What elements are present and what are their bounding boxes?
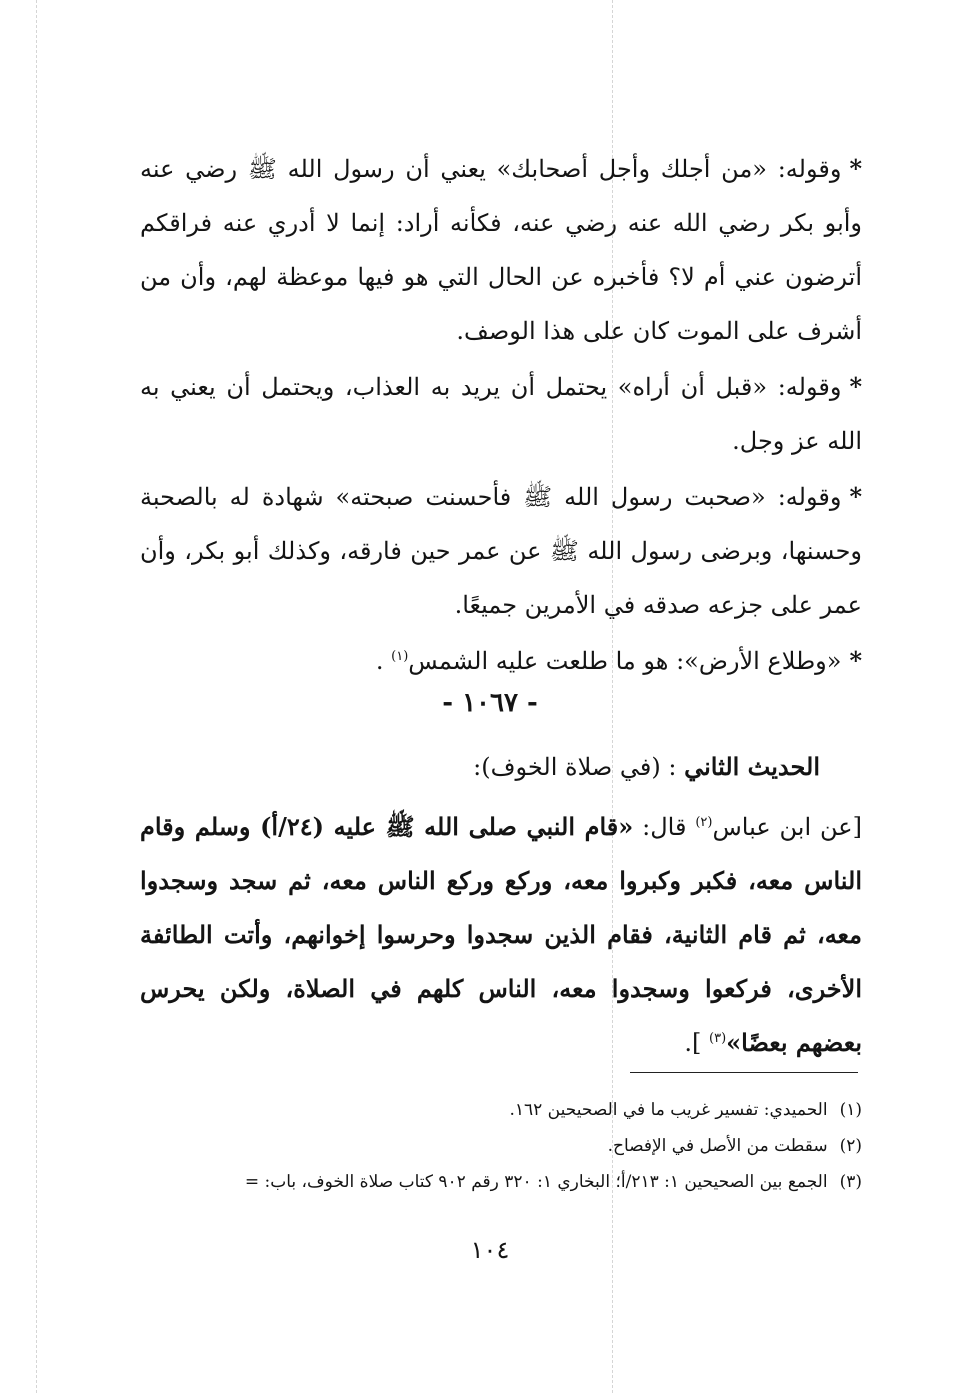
paragraph-text: وقوله: «من أجلك وأجل أصحابك» يعني أن رسول الله ﷺ رضي عنه وأبو بكر رضي الله عنه رضي عنه، فكأنه أراد: إنما لا أدري عنه فراقكم أترضون عني أم لا؟ فأخبره عن الحال التي هو فيها موعظة لهم، وأن من أشرف على الموت كان على هذا الوصف. bbox=[140, 155, 863, 345]
hadith-number: - ١٠٦٧ - bbox=[442, 688, 538, 718]
commentary-paragraph bbox=[140, 470, 862, 632]
footnote-item bbox=[110, 1128, 862, 1164]
footnote-text: سقطت من الأصل في الإفصاح. bbox=[607, 1136, 828, 1156]
commentary-paragraph bbox=[140, 360, 862, 468]
footnote-ref: (١) bbox=[391, 649, 409, 664]
footnote-item bbox=[110, 1092, 862, 1128]
footnote-separator bbox=[630, 1072, 858, 1073]
footnote-ref: (٣) bbox=[709, 1031, 727, 1046]
hadith-title-bold: الحديث الثاني bbox=[684, 752, 820, 781]
footnotes bbox=[110, 1092, 862, 1200]
paragraph-end: . bbox=[375, 647, 384, 675]
hadith-qala: قال: bbox=[642, 813, 687, 841]
paragraph-text: «وطلاع الأرض»: هو ما طلعت عليه الشمس bbox=[408, 647, 842, 675]
commentary-paragraph bbox=[140, 142, 862, 358]
footnote-number: (١) bbox=[839, 1100, 862, 1120]
footnote-text: الجمع بين الصحيحين ١: ٢١٣/أ؛ البخاري ١: ٣٢٠ رقم ٩٠٢ كتاب صلاة الخوف، باب: = bbox=[244, 1172, 828, 1192]
footnote-ref: (٢) bbox=[695, 815, 713, 830]
hadith-matn: «قام النبي صلى الله ﷺ عليه (٢٤/أ) وسلم وقام الناس معه، فكبر وكبروا معه، وركع وركع الناس معه، ثم سجد وسجدوا معه، ثم قام الثانية، فقام الذين سجدوا وحرسوا إخوانهم، وأتت الطائفة الأخرى، فركعوا وسجدوا معه، الناس كلهم في الصلاة، ولكن يحرس بعضهم بعضًا» bbox=[140, 812, 862, 1057]
commentary-section bbox=[140, 142, 862, 688]
footnote-item bbox=[110, 1164, 862, 1200]
bullet-marker: * bbox=[849, 646, 862, 675]
hadith-text bbox=[140, 800, 862, 1070]
footnote-text: الحميدي: تفسير غريب ما في الصحيحين ١٦٢. bbox=[509, 1100, 828, 1120]
hadith-title-rest: : (في صلاة الخوف): bbox=[473, 753, 677, 781]
bullet-marker: * bbox=[849, 154, 863, 183]
footnote-number: (٣) bbox=[839, 1172, 862, 1192]
bullet-marker: * bbox=[849, 372, 862, 401]
hadith-title bbox=[140, 742, 820, 792]
hadith-intro: عن ابن عباس bbox=[712, 813, 853, 841]
footnote-number: (٢) bbox=[839, 1136, 862, 1156]
commentary-paragraph bbox=[140, 634, 862, 688]
bullet-marker: * bbox=[849, 482, 862, 511]
paragraph-text: وقوله: «قبل أن أراه» يحتمل أن يريد به العذاب، ويحتمل أن يعني به الله عز وجل. bbox=[140, 373, 862, 455]
close-bracket: ]. bbox=[684, 1029, 702, 1057]
page-number: ١٠٤ bbox=[470, 1236, 510, 1264]
paragraph-text: وقوله: «صحبت رسول الله ﷺ فأحسنت صبحته» شهادة له بالصحبة وحسنها، وبرضى رسول الله ﷺ عن عمر حين فارقه، وكذلك أبو بكر، وأن عمر على جزعه صدقه في الأمرين جميعًا. bbox=[140, 483, 862, 619]
scan-guide-line bbox=[36, 0, 37, 1393]
open-bracket: [ bbox=[852, 813, 862, 841]
